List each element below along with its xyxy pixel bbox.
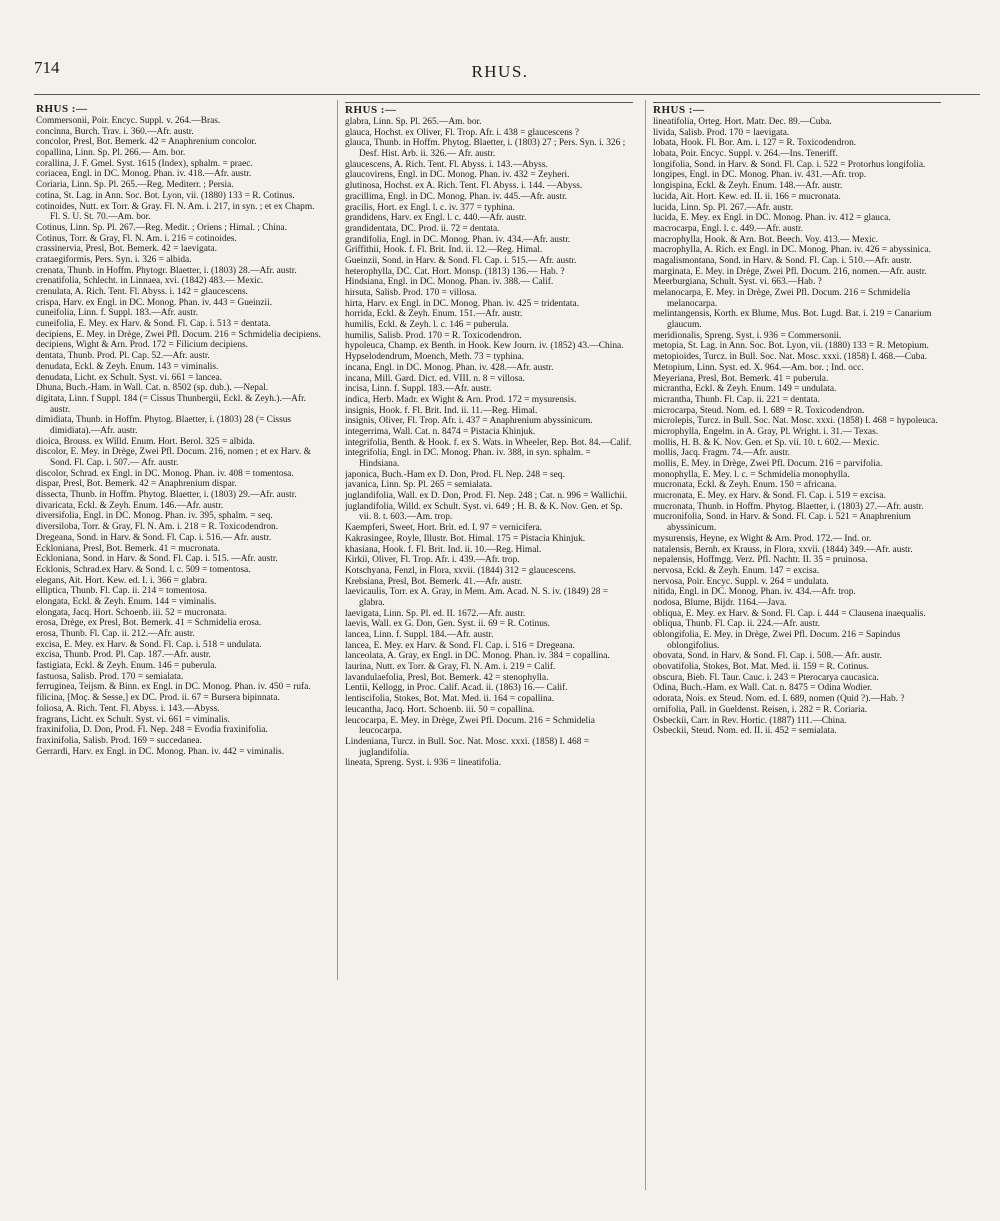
index-entry: crassinervia, Presl, Bot. Bemerk. 42 = laevigata. bbox=[36, 244, 218, 255]
index-entry: ornifolia, Pall. in Gueldenst. Reisen, i. 282 = R. Coriaria. bbox=[653, 704, 868, 715]
column-separator bbox=[645, 100, 646, 1190]
index-entry: glaucovirens, Engl. in DC. Monog. Phan. iv. 432 = Zeyheri. bbox=[345, 170, 570, 181]
index-entry: discolor, Schrad. ex Engl. in DC. Monog. Phan. iv. 408 = tomentosa. bbox=[36, 468, 294, 479]
index-entry: lavandulaefolia, Presl, Bot. Bemerk. 42 = stenophylla. bbox=[345, 672, 549, 683]
index-entry: copallina, Linn. Sp. Pl. 266.— Am. bor. bbox=[36, 148, 186, 159]
index-entry: grandidens, Harv. ex Engl. l. c. 440.—Afr. austr. bbox=[345, 213, 527, 224]
index-entry: diversifolia, Engl. in DC. Monog. Phan. iv. 395, sphalm. = seq. bbox=[36, 511, 273, 522]
index-entry: incisa, Linn. f. Suppl. 183.—Afr. austr. bbox=[345, 384, 492, 395]
index-entry: leucantha, Jacq. Hort. Schoenb. iii. 50 = copallina. bbox=[345, 704, 535, 715]
index-entry: metopia, St. Lag. in Ann. Soc. Bot. Lyon, vii. (1880) 133 = R. Metopium. bbox=[653, 341, 929, 352]
index-entry: lineata, Spreng. Syst. i. 936 = lineatifolia. bbox=[345, 758, 502, 769]
index-entry: heterophylla, DC. Cat. Hort. Monsp. (1813) 136.— Hab. ? bbox=[345, 266, 565, 277]
index-entry: elliptica, Thunb. Fl. Cap. ii. 214 = tomentosa. bbox=[36, 586, 207, 597]
index-entry: mucronata, E. Mey. ex Harv. & Sond. Fl. Cap. i. 519 = excisa. bbox=[653, 491, 886, 502]
index-entry: concinna, Burch. Trav. i. 360.—Afr. austr. bbox=[36, 126, 194, 137]
index-entry: fragrans, Licht. ex Schult. Syst. vi. 661 = viminalis. bbox=[36, 714, 230, 725]
index-entry: Dhuna, Buch.-Ham. in Wall. Cat. n. 8502 (sp. dub.). —Nepal. bbox=[36, 383, 269, 394]
index-entry: Hindsiana, Engl. in DC. Monog. Phan. iv. 388.— Calif. bbox=[345, 277, 554, 288]
index-entry: digitata, Linn. f Suppl. 184 (= Cissus Thunbergii, Eckl. & Zeyh.).—Afr. austr. bbox=[36, 393, 307, 415]
index-entry: livida, Salisb. Prod. 170 = laevigata. bbox=[653, 127, 790, 138]
index-entry: indica, Herb. Madr. ex Wight & Arn. Prod. 172 = mysurensis. bbox=[345, 394, 577, 405]
index-entry: Coriaria, Linn. Sp. Pl. 265.—Reg. Mediterr. ; Persia. bbox=[36, 180, 234, 191]
column-2 bbox=[345, 96, 633, 1184]
index-entry: mucronifolia, Sond. in Harv. & Sond. Fl. Cap. i. 521 = Anaphrenium abyssinicum. bbox=[653, 512, 911, 534]
index-entry: dissecta, Thunb. in Hoffm. Phytog. Blaetter, i. (1803) 29.—Afr. austr. bbox=[36, 490, 297, 501]
index-entry: ferruginea, Teijsm. & Binn. ex Engl. in DC. Monog. Phan. iv. 450 = rufa. bbox=[36, 682, 311, 693]
index-entry: juglandifolia, Willd. ex Schult. Syst. vi. 649 ; H. B. & K. Nov. Gen. et Sp. vii. 8. t. 603.—Am. trop. bbox=[345, 501, 623, 523]
index-entry: insignis, Oliver, Fl. Trop. Afr. i. 437 = Anaphrenium abyssinicum. bbox=[345, 416, 593, 427]
index-entry: denudata, Eckl. & Zeyh. Enum. 143 = viminalis. bbox=[36, 361, 219, 372]
index-entry: nervosa, Poir. Encyc. Suppl. v. 264 = undulata. bbox=[653, 576, 829, 587]
index-entry: odorata, Nois. ex Steud. Nom. ed. I. 689, nomen (Quid ?).—Hab. ? bbox=[653, 694, 905, 705]
column-3 bbox=[653, 96, 941, 894]
index-entry: mollis, Jacq. Fragm. 74.—Afr. austr. bbox=[653, 448, 790, 459]
index-entry: glutinosa, Hochst. ex A. Rich. Tent. Fl. Abyss. i. 144. —Abyss. bbox=[345, 181, 583, 192]
index-entry: obliqua, E. Mey. ex Harv. & Sond. Fl. Cap. i. 444 = Clausena inaequalis. bbox=[653, 608, 926, 619]
page-number: 714 bbox=[34, 58, 60, 77]
index-entry: crispa, Harv. ex Engl. in DC. Monog. Phan. iv. 443 = Gueinzii. bbox=[36, 297, 273, 308]
index-entry: Gerrardi, Harv. ex Engl. in DC. Monog. Phan. iv. 442 = viminalis. bbox=[36, 746, 285, 757]
index-entry: Kakrasingee, Royle, Illustr. Bot. Himal. 175 = Pistacia Khinjuk. bbox=[345, 533, 586, 544]
index-entry: corallina, J. F. Gmel. Syst. 1615 (Index), sphalm. = praec. bbox=[36, 158, 253, 169]
index-entry: Ecklonis, Schrad.ex Harv. & Sond. l. c. 509 = tomentosa. bbox=[36, 564, 251, 575]
index-entry: Kaempferi, Sweet, Hort. Brit. ed. I. 97 = vernicifera. bbox=[345, 523, 543, 534]
index-entry: integerrima, Wall. Cat. n. 8474 = Pistacia Khinjuk. bbox=[345, 426, 536, 437]
column-heading: RHUS :— bbox=[36, 103, 88, 115]
index-entry: erosa, Thunb. Fl. Cap. ii. 212.—Afr. austr. bbox=[36, 629, 195, 639]
index-entry: Osbeckii, Steud. Nom. ed. II. ii. 452 = semialata. bbox=[653, 726, 837, 737]
index-entry: juglandifolia, Wall. ex D. Don, Prod. Fl. Nep. 248 ; Cat. n. 996 = Wallichii. bbox=[345, 491, 628, 502]
index-entry: excisa, E. Mey. ex Harv. & Sond. Fl. Cap. i. 518 = undulata. bbox=[36, 639, 262, 650]
index-entry: erosa, Drège, ex Presl, Bot. Bemerk. 41 = Schmidelia erosa. bbox=[36, 618, 262, 629]
index-entry: metopioides, Turcz. in Bull. Soc. Nat. Mosc. xxxi. (1858) I. 468.—Cuba. bbox=[653, 352, 927, 363]
index-entry: dioica, Brouss. ex Willd. Enum. Hort. Berol. 325 = albida. bbox=[36, 436, 255, 447]
index-entry: Cotinus, Torr. & Gray, Fl. N. Am. i. 216 = cotinoides. bbox=[36, 233, 237, 244]
index-entry: macrophylla, Hook. & Arn. Bot. Beech. Voy. 413.— Mexic. bbox=[653, 234, 879, 245]
index-entry: fastigiata, Eckl. & Zeyh. Enum. 146 = puberula. bbox=[36, 661, 217, 672]
index-entry: integrifolia, Engl. in DC. Monog. Phan. iv. 388, in syn. sphalm. = Hindsiana. bbox=[345, 448, 591, 469]
index-entry: obliqua, Thunb. Fl. Cap. ii. 224.—Afr. austr. bbox=[653, 619, 821, 630]
index-entry: filicina, [Moç. & Sesse,] ex DC. Prod. ii. 67 = Bursera bipinnata. bbox=[36, 693, 280, 704]
index-entry: Dregeana, Sond. in Harv. & Sond. Fl. Cap. i. 516.— Afr. austr. bbox=[36, 532, 272, 543]
index-entry: longifolia, Sond. in Harv. & Sond. Fl. Cap. i. 522 = Protorhus longifolia. bbox=[653, 159, 926, 170]
index-entry: lancea, E. Mey. ex Harv. & Sond. Fl. Cap. i. 516 = Dregeana. bbox=[345, 640, 575, 651]
index-entry: incana, Mill. Gard. Dict. ed. VIII. n. 8 = villosa. bbox=[345, 373, 525, 384]
index-entry: lanceolata, A. Gray, ex Engl. in DC. Monog. Phan. iv. 384 = copallina. bbox=[345, 651, 610, 662]
index-entry: longipes, Engl. in DC. Monog. Phan. iv. 431.—Afr. trop. bbox=[653, 170, 867, 181]
index-entry: marginata, E. Mey. in Drège, Zwei Pfl. Docum. 216, nomen.—Afr. austr. bbox=[653, 266, 927, 277]
index-entry: natalensis, Bernh. ex Krauss, in Flora, xxvii. (1844) 349.—Afr. austr. bbox=[653, 544, 913, 555]
index-entry: decipiens, E. Mey. in Drège, Zwei Pfl. Docum. 216 = Schmidelia decipiens. bbox=[36, 329, 321, 340]
index-entry: fraxinifolia, D. Don, Prod. Fl. Nep. 248 = Evodia fraxinifolia. bbox=[36, 725, 268, 736]
index-entry: insignis, Hook. f. Fl. Brit. Ind. ii. 11.—Reg. Himal. bbox=[345, 405, 538, 416]
index-entry: microphylla, Engelm. in A. Gray, Pl. Wright. i. 31.— Texas. bbox=[653, 426, 879, 437]
entry-list bbox=[345, 117, 633, 769]
index-entry: Gueinzii, Sond. in Harv. & Sond. Fl. Cap. i. 515.— Afr. austr. bbox=[345, 255, 577, 266]
index-entry: Eckloniana, Sond. in Harv. & Sond. Fl. Cap. i. 515. —Afr. austr. bbox=[36, 554, 278, 565]
index-entry: leucocarpa, E. Mey. in Drège, Zwei Pfl. Docum. 216 = Schmidelia leucocarpa. bbox=[345, 715, 595, 737]
index-entry: cotina, St. Lag. in Ann. Soc. Bot. Lyon, vii. (1880) 133 = R. Cotinus. bbox=[36, 190, 295, 201]
index-entry: excisa, Thunb. Prod. Pl. Cap. 187.—Afr. austr. bbox=[36, 650, 211, 661]
index-entry: Griffithii, Hook. f. Fl. Brit. Ind. ii. 12.—Reg. Himal. bbox=[345, 245, 543, 256]
index-entry: humilis, Eckl. & Zeyh. l. c. 146 = puberula. bbox=[345, 320, 509, 331]
index-entry: lucida, Linn. Sp. Pl. 267.—Afr. austr. bbox=[653, 202, 794, 213]
index-entry: dentata, Thunb. Prod. Pl. Cap. 52.—Afr. austr. bbox=[36, 351, 210, 362]
index-entry: elongata, Jacq. Hort. Schoenb. iii. 52 = mucronata. bbox=[36, 607, 227, 618]
index-entry: lucida, Ait. Hort. Kew. ed. II. ii. 166 = mucronata. bbox=[653, 191, 841, 202]
index-entry: obovata, Sond. in Harv. & Sond. Fl. Cap. i. 508.— Afr. austr. bbox=[653, 651, 882, 662]
index-entry: coriacea, Engl. in DC. Monog. Phan. iv. 418.—Afr. austr. bbox=[36, 169, 252, 180]
index-entry: magalismontana, Sond. in Harv. & Sond. Fl. Cap. i. 510.—Afr. austr. bbox=[653, 255, 912, 266]
index-entry: melanocarpa, E. Mey. in Drège, Zwei Pfl. Docum. 216 = Schmidelia melanocarpa. bbox=[653, 288, 911, 309]
index-entry: microlepis, Turcz. in Bull. Soc. Nat. Mosc. xxxi. (1858) I. 468 = hypoleuca. bbox=[653, 416, 938, 427]
index-entry: lentiscifolia, Stokes, Bot. Mat. Med. ii. 164 = copallina. bbox=[345, 694, 555, 705]
index-entry: Meyeriana, Presl, Bot. Bemerk. 41 = puberula. bbox=[653, 373, 829, 384]
index-entry: Commersonii, Poir. Encyc. Suppl. v. 264.—Bras. bbox=[36, 116, 221, 126]
index-entry: grandidentata, DC. Prod. ii. 72 = dentata. bbox=[345, 223, 500, 234]
index-entry: Osbeckii, Carr. in Rev. Hortic. (1887) 111.—China. bbox=[653, 715, 847, 726]
column-heading: RHUS :— bbox=[345, 102, 633, 116]
index-entry: cotinoides, Nutt. ex Torr. & Gray. Fl. N. Am. i. 217, in syn. ; et ex Chapm. Fl. S. U. St. 70.—Am. bor. bbox=[36, 201, 315, 223]
entry-list bbox=[36, 116, 324, 757]
index-entry: laurina, Nutt. ex Torr. & Gray, Fl. N. Am. i. 219 = Calif. bbox=[345, 662, 556, 673]
index-entry: Metopium, Linn. Syst. ed. X. 964.—Am. bor. ; Ind. occ. bbox=[653, 362, 864, 373]
index-entry: hypoleuca, Champ. ex Benth. in Hook. Kew Journ. iv. (1852) 43.—China. bbox=[345, 341, 624, 352]
index-entry: khasiana, Hook. f. Fl. Brit. Ind. ii. 10.—Reg. Himal. bbox=[345, 544, 542, 555]
index-entry: Odina, Buch.-Ham. ex Wall. Cat. n. 8475 = Odina Wodier. bbox=[653, 683, 873, 694]
index-entry: glauca, Thunb. in Hoffm. Phytog. Blaetter, i. (1803) 27 ; Pers. Syn. i. 326 ; Desf. Hist. Arb. ii. 326.— Afr. austr. bbox=[345, 138, 626, 160]
index-entry: oblongifolia, E. Mey. in Drège, Zwei Pfl. Docum. 216 = Sapindus oblongifolius. bbox=[653, 630, 901, 651]
index-entry: foliosa, A. Rich. Tent. Fl. Abyss. i. 143.—Abyss. bbox=[36, 703, 220, 714]
index-entry: Krebsiana, Presl, Bot. Bemerk. 41.—Afr. austr. bbox=[345, 576, 523, 587]
index-entry: grandifolia, Engl. in DC. Monog. Phan. iv. 434.—Afr. austr. bbox=[345, 234, 571, 245]
index-entry: Eckloniana, Presl, Bot. Bemerk. 41 = mucronata. bbox=[36, 543, 221, 554]
column-separator bbox=[337, 100, 338, 980]
index-entry: crenulata, A. Rich. Tent. Fl. Abyss. i. 142 = glaucescens. bbox=[36, 287, 248, 297]
index-entry: glabra, Linn. Sp. Pl. 265.—Am. bor. bbox=[345, 117, 482, 127]
index-entry: glauca, Hochst. ex Oliver, Fl. Trop. Afr. i. 438 = glaucescens ? bbox=[345, 127, 580, 138]
index-entry: macrophylla, A. Rich. ex Engl. in DC. Monog. Phan. iv. 426 = abyssinica. bbox=[653, 245, 931, 256]
index-entry: horrida, Eckl. & Zeyh. Enum. 151.—Afr. austr. bbox=[345, 309, 523, 320]
index-entry: obscura, Bieb. Fl. Taur. Cauc. i. 243 = Pterocarya caucasica. bbox=[653, 672, 879, 683]
index-entry: meridionalis, Spreng. Syst. i. 936 = Commersonii. bbox=[653, 330, 842, 341]
index-entry: mysurensis, Heyne, ex Wight & Arn. Prod. 172.— Ind. or. bbox=[653, 533, 872, 544]
index-entry: crataegiformis, Pers. Syn. i. 326 = albida. bbox=[36, 254, 192, 265]
index-entry: japonica, Buch.-Ham ex D. Don, Prod. Fl. Nep. 248 = seq. bbox=[345, 469, 565, 480]
index-entry: Lindeniana, Turcz. in Bull. Soc. Nat. Mosc. xxxi. (1858) I. 468 = juglandifolia. bbox=[345, 736, 590, 758]
index-entry: dispar, Presl, Bot. Bemerk. 42 = Anaphrenium dispar. bbox=[36, 479, 237, 490]
index-entry: mollis, H. B. & K. Nov. Gen. et Sp. vii. 10. t. 602.— Mexic. bbox=[653, 437, 880, 448]
index-entry: dimidiata, Thunb. in Hoffm. Phytog. Blaetter, i. (1803) 28 (= Cissus dimidiata).—Afr. austr. bbox=[36, 415, 292, 436]
index-entry: javanica, Linn. Sp. Pl. 265 = semialata. bbox=[345, 480, 493, 491]
index-entry: microcarpa, Steud. Nom. ed. I. 689 = R. Toxicodendron. bbox=[653, 405, 865, 416]
index-entry: mucronata, Eckl. & Zeyh. Enum. 150 = africana. bbox=[653, 480, 837, 491]
index-entry: mucronata, Thunb. in Hoffm. Phytog. Blaetter, i. (1803) 27.—Afr. austr. bbox=[653, 501, 924, 512]
index-entry: laevicaulis, Torr. ex A. Gray, in Mem. Am. Acad. N. S. iv. (1849) 28 = glabra. bbox=[345, 587, 609, 608]
index-entry: laevigata, Linn. Sp. Pl. ed. II. 1672.—Afr. austr. bbox=[345, 608, 526, 619]
index-entry: hirsuta, Salisb. Prod. 170 = villosa. bbox=[345, 288, 477, 298]
header-rule bbox=[34, 94, 980, 95]
index-entry: fraxinifolia, Salisb. Prod. 169 = succedanea. bbox=[36, 735, 202, 746]
running-head: RHUS. bbox=[471, 62, 529, 81]
index-entry: micrantha, Eckl. & Zeyh. Enum. 149 = undulata. bbox=[653, 384, 837, 395]
index-entry: lobata, Poir. Encyc. Suppl. v. 264.—Ins. Teneriff. bbox=[653, 149, 838, 160]
index-entry: hirta, Harv. ex Engl. in DC. Monog. Phan. iv. 425 = tridentata. bbox=[345, 298, 579, 309]
index-entry: divaricata, Eckl. & Zeyh. Enum. 146.—Afr. austr. bbox=[36, 500, 224, 511]
index-entry: nodosa, Blume, Bijdr. 1164.—Java. bbox=[653, 597, 787, 608]
index-entry: incana, Engl. in DC. Monog. Phan. iv. 428.—Afr. austr. bbox=[345, 362, 554, 373]
index-entry: crenatifolia, Schlecht. in Linnaea, xvi. (1842) 483.— Mexic. bbox=[36, 276, 264, 287]
index-entry: humilis, Salisb. Prod. 170 = R. Toxicodendron. bbox=[345, 330, 522, 341]
index-entry: denudata, Licht. ex Schult. Syst. vi. 661 = lancea. bbox=[36, 372, 222, 383]
index-entry: nitida, Engl. in DC. Monog. Phan. iv. 434.—Afr. trop. bbox=[653, 587, 856, 598]
index-entry: macrocarpa, Engl. l. c. 449.—Afr. austr. bbox=[653, 223, 803, 234]
index-entry: diversiloba, Torr. & Gray, Fl. N. Am. i. 218 = R. Toxicodendron. bbox=[36, 522, 279, 533]
index-entry: lineatifolia, Orteg. Hort. Matr. Dec. 89.—Cuba. bbox=[653, 117, 832, 127]
index-entry: Kirkii, Oliver, Fl. Trop. Afr. i. 439.—Afr. trop. bbox=[345, 555, 520, 566]
index-entry: integrifolia, Benth. & Hook. f. ex S. Wats. in Wheeler, Rep. Bot. 84.—Calif. bbox=[345, 437, 632, 448]
index-entry: decipiens, Wight & Arn. Prod. 172 = Filicium decipiens. bbox=[36, 340, 249, 351]
index-entry: Lentii, Kellogg, in Proc. Calif. Acad. ii. (1863) 16.— Calif. bbox=[345, 683, 568, 694]
index-entry: mollis, E. Mey. in Drège, Zwei Pfl. Docum. 216 = parvifolia. bbox=[653, 459, 883, 469]
index-entry: laevis, Wall. ex G. Don, Gen. Syst. ii. 69 = R. Cotinus. bbox=[345, 619, 550, 630]
column-1 bbox=[36, 96, 324, 968]
index-entry: Cotinus, Linn. Sp. Pl. 267.—Reg. Medit. ; Oriens ; Himal. ; China. bbox=[36, 222, 288, 233]
index-entry: elegans, Ait. Hort. Kew. ed. I. i. 366 = glabra. bbox=[36, 575, 208, 586]
index-entry: monophylla, E. Mey. l. c. = Schmidelia monophylla. bbox=[653, 469, 850, 480]
column-heading: RHUS :— bbox=[653, 102, 941, 116]
index-entry: lucida, E. Mey. ex Engl. in DC. Monog. Phan. iv. 412 = glauca. bbox=[653, 213, 891, 224]
index-entry: crenata, Thunb. in Hoffm. Phytogr. Blaetter, i. (1803) 28.—Afr. austr. bbox=[36, 265, 297, 276]
index-entry: obovatifolia, Stokes, Bot. Mat. Med. ii. 159 = R. Cotinus. bbox=[653, 662, 869, 673]
index-entry: glaucescens, A. Rich. Tent. Fl. Abyss. i. 143.—Abyss. bbox=[345, 159, 548, 170]
entry-list bbox=[653, 117, 941, 737]
index-entry: melintangensis, Korth. ex Blume, Mus. Bot. Lugd. Bat. i. 219 = Canarium glaucum. bbox=[653, 309, 932, 331]
index-entry: lobata, Hook. Fl. Bor. Am. i. 127 = R. Toxicodendron. bbox=[653, 138, 857, 149]
index-entry: discolor, E. Mey. in Drège, Zwei Pfl. Docum. 216, nomen ; et ex Harv. & Sond. Fl. Cap. i. 507.— Afr. austr. bbox=[36, 447, 311, 468]
index-entry: nepalensis, Hoffmgg. Verz. Pfl. Nachtr. II. 35 = pruinosa. bbox=[653, 555, 868, 566]
index-entry: gracillima, Engl. in DC. Monog. Phan. iv. 445.—Afr. austr. bbox=[345, 191, 568, 202]
index-entry: elongata, Eckl. & Zeyh. Enum. 144 = viminalis. bbox=[36, 596, 217, 607]
index-entry: fastuosa, Salisb. Prod. 170 = semialata. bbox=[36, 671, 184, 682]
index-entry: longispina, Eckl. & Zeyh. Enum. 148.—Afr. austr. bbox=[653, 181, 843, 192]
index-entry: Meerburgiana, Schult. Syst. vi. 663.—Hab. ? bbox=[653, 277, 822, 288]
index-entry: cuneifolia, E. Mey. ex Harv. & Sond. Fl. Cap. i. 513 = dentata. bbox=[36, 319, 271, 330]
index-entry: Kotschyana, Fenzl, in Flora, xxvii. (1844) 312 = glaucescens. bbox=[345, 565, 577, 576]
index-entry: concolor, Presl, Bot. Bemerk. 42 = Anaphrenium concolor. bbox=[36, 137, 257, 148]
index-entry: micrantha, Thunb. Fl. Cap. ii. 221 = dentata. bbox=[653, 394, 820, 405]
index-entry: lancea, Linn. f. Suppl. 184.—Afr. austr. bbox=[345, 630, 494, 640]
index-entry: Hypselodendrum, Moench, Meth. 73 = typhina. bbox=[345, 352, 524, 363]
index-entry: nervosa, Eckl. & Zeyh. Enum. 147 = excisa. bbox=[653, 565, 820, 576]
index-entry: gracilis, Hort. ex Engl. l. c. iv. 377 = typhina. bbox=[345, 202, 515, 213]
index-entry: cuneifolia, Linn. f. Suppl. 183.—Afr. austr. bbox=[36, 308, 198, 319]
